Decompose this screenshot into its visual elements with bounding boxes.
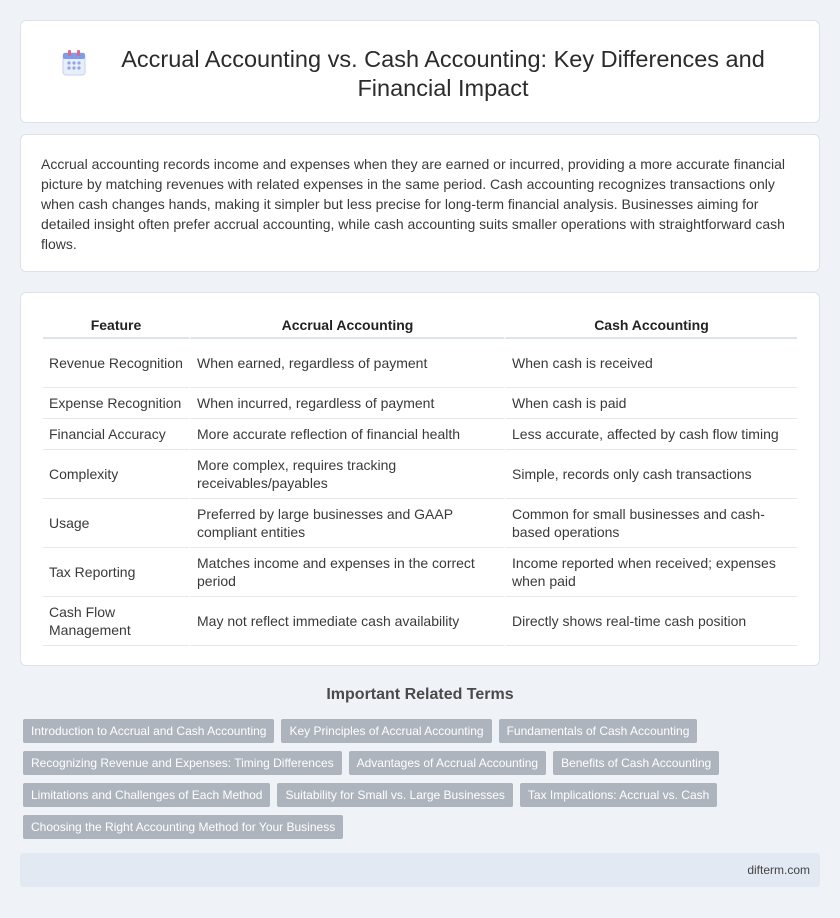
- related-term-tag[interactable]: Suitability for Small vs. Large Businesses: [277, 783, 512, 807]
- page-title: Accrual Accounting vs. Cash Accounting: Key Differences and Financial Impact: [121, 46, 765, 101]
- site-name[interactable]: difterm.com: [747, 863, 810, 877]
- related-term-tag[interactable]: Benefits of Cash Accounting: [553, 751, 719, 775]
- related-term-tag[interactable]: Fundamentals of Cash Accounting: [499, 719, 698, 743]
- table-row: [43, 339, 797, 388]
- feature-cell: Revenue Recognition: [43, 339, 189, 388]
- feature-cell: Expense Recognition: [43, 388, 189, 419]
- cash-cell: Income reported when received; expenses when paid: [504, 548, 797, 597]
- feature-cell: Complexity: [43, 450, 189, 499]
- table-row: [43, 499, 797, 548]
- cash-cell: Directly shows real-time cash position: [504, 597, 797, 646]
- table-header-row: [43, 315, 797, 339]
- cash-cell: When cash is received: [504, 339, 797, 388]
- table-row: [43, 597, 797, 646]
- comparison-card: [20, 292, 820, 666]
- feature-cell: Financial Accuracy: [43, 419, 189, 450]
- table-row: [43, 388, 797, 419]
- feature-cell: Usage: [43, 499, 189, 548]
- accrual-cell: More accurate reflection of financial health: [189, 419, 504, 450]
- accrual-cell: Preferred by large businesses and GAAP compliant entities: [189, 499, 504, 548]
- cash-cell: Common for small businesses and cash-based operations: [504, 499, 797, 548]
- feature-cell: Tax Reporting: [43, 548, 189, 597]
- related-term-tag[interactable]: Advantages of Accrual Accounting: [349, 751, 546, 775]
- header-accrual: Accrual Accounting: [189, 315, 504, 339]
- related-term-tag[interactable]: Key Principles of Accrual Accounting: [281, 719, 491, 743]
- related-term-tag[interactable]: Introduction to Accrual and Cash Accounting: [23, 719, 274, 743]
- title-card: [20, 20, 820, 123]
- cash-cell: Less accurate, affected by cash flow timing: [504, 419, 797, 450]
- related-term-tag[interactable]: Tax Implications: Accrual vs. Cash: [520, 783, 717, 807]
- table-row: [43, 548, 797, 597]
- calendar-icon: [61, 49, 87, 77]
- related-term-tag[interactable]: Recognizing Revenue and Expenses: Timing Differences: [23, 751, 342, 775]
- comparison-table: [43, 315, 797, 646]
- cash-cell: Simple, records only cash transactions: [504, 450, 797, 499]
- accrual-cell: May not reflect immediate cash availability: [189, 597, 504, 646]
- table-row: [43, 450, 797, 499]
- related-terms-list: [23, 719, 823, 847]
- accrual-cell: When earned, regardless of payment: [189, 339, 504, 388]
- table-row: [43, 419, 797, 450]
- related-term-tag[interactable]: Choosing the Right Accounting Method for Your Business: [23, 815, 343, 839]
- header-feature: Feature: [43, 315, 189, 339]
- feature-cell: Cash Flow Management: [43, 597, 189, 646]
- related-terms-heading: Important Related Terms: [326, 686, 514, 703]
- accrual-cell: When incurred, regardless of payment: [189, 388, 504, 419]
- cash-cell: When cash is paid: [504, 388, 797, 419]
- intro-paragraph: Accrual accounting records income and expenses when they are earned or incurred, providing a more accurate financial picture by matching revenues with related expenses in the same period. Cash accounting recognizes transactions only when cash changes hands, making it simpler but less precise for long-term financial analysis. Businesses aiming for detailed insight often prefer accrual accounting, while cash accounting suits smaller operations with straightforward cash flows.: [41, 156, 785, 252]
- footer: [20, 853, 820, 887]
- header-cash: Cash Accounting: [504, 315, 797, 339]
- intro-card: [20, 134, 820, 272]
- accrual-cell: More complex, requires tracking receivables/payables: [189, 450, 504, 499]
- related-term-tag[interactable]: Limitations and Challenges of Each Method: [23, 783, 270, 807]
- accrual-cell: Matches income and expenses in the correct period: [189, 548, 504, 597]
